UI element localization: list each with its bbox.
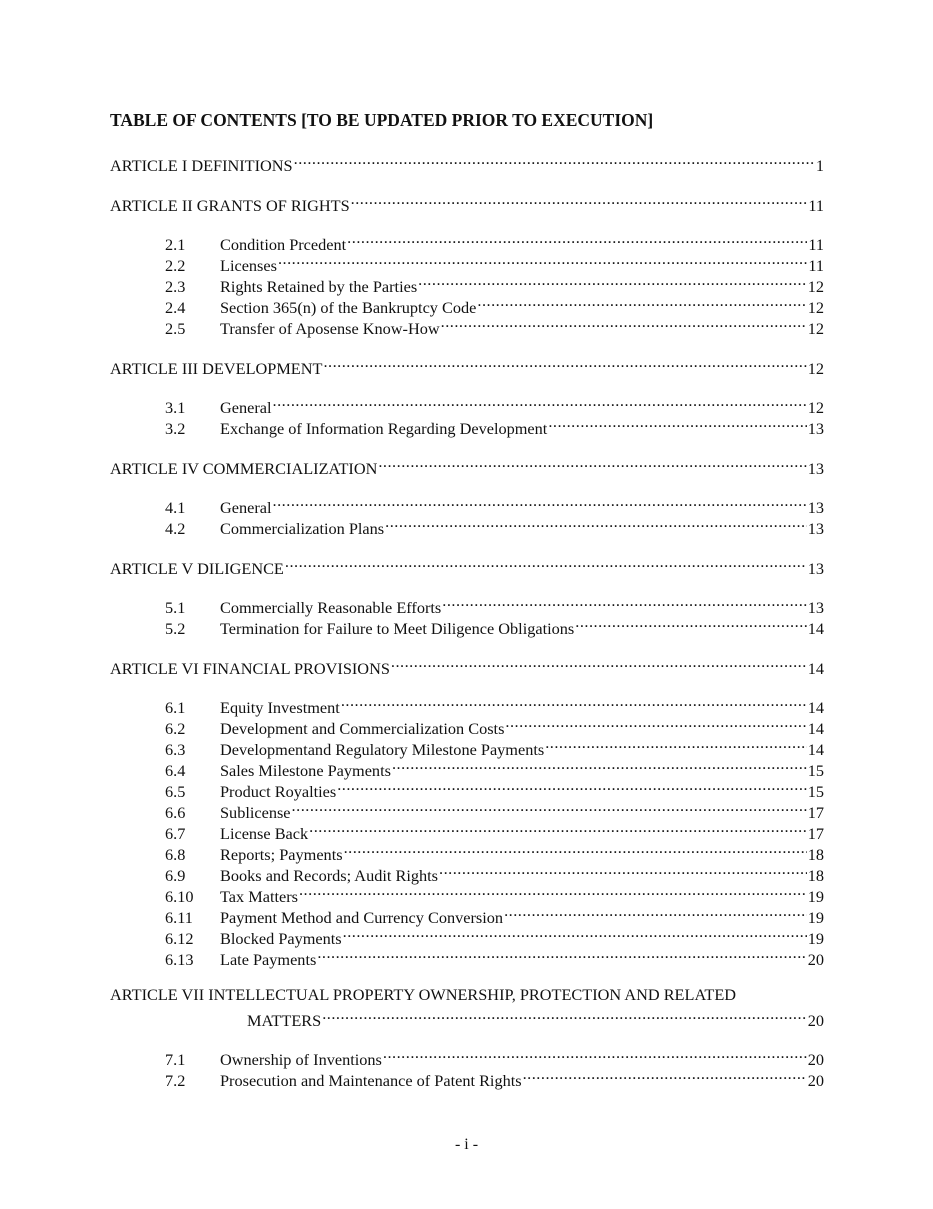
section-page-number: 14	[807, 740, 824, 759]
dot-leader	[285, 553, 807, 574]
section-number: 2.1	[165, 235, 186, 254]
section-page-number: 15	[807, 761, 824, 780]
section-number: 2.3	[165, 277, 186, 296]
section-page-number: 17	[807, 803, 824, 822]
toc-section-entry[interactable]	[110, 492, 824, 517]
toc-article-entry-continued[interactable]	[110, 1005, 824, 1030]
section-page-number: 12	[807, 298, 824, 317]
dot-leader	[504, 902, 807, 923]
section-page-number: 14	[807, 619, 824, 638]
toc-article-entry[interactable]	[110, 453, 824, 478]
dot-leader	[299, 881, 807, 902]
section-label: General	[220, 498, 272, 517]
toc-article-entry[interactable]	[110, 553, 824, 578]
section-number: 6.12	[165, 929, 194, 948]
section-page-number: 13	[807, 519, 824, 538]
section-label: Late Payments	[220, 950, 317, 969]
section-page-number: 13	[807, 498, 824, 517]
dot-leader	[292, 797, 807, 818]
article-label-continued: MATTERS	[247, 1011, 322, 1030]
section-label: Blocked Payments	[220, 929, 342, 948]
section-label: Sales Milestone Payments	[220, 761, 391, 780]
section-label: Licenses	[220, 256, 277, 275]
section-page-number: 18	[807, 845, 824, 864]
article-label: ARTICLE V DILIGENCE	[110, 559, 284, 578]
section-number: 6.1	[165, 698, 186, 717]
article-page-number: 14	[807, 659, 824, 678]
section-number: 2.5	[165, 319, 186, 338]
dot-leader	[418, 271, 807, 292]
dot-leader	[505, 713, 806, 734]
article-label: ARTICLE I DEFINITIONS	[110, 156, 293, 175]
dot-leader	[442, 592, 806, 613]
section-page-number: 20	[807, 1071, 824, 1090]
section-number: 2.4	[165, 298, 186, 317]
dot-leader	[477, 292, 806, 313]
section-number: 6.11	[165, 908, 193, 927]
section-number: 2.2	[165, 256, 186, 275]
dot-leader	[441, 313, 807, 334]
section-label: Sublicense	[220, 803, 291, 822]
dot-leader	[344, 839, 807, 860]
section-page-number: 14	[807, 719, 824, 738]
toc-section-entry[interactable]	[110, 392, 824, 417]
toc-article-entry[interactable]	[110, 653, 824, 678]
dot-leader	[383, 1044, 807, 1065]
article-label: ARTICLE VII INTELLECTUAL PROPERTY OWNERSHIP, PROTECTION AND RELATED	[110, 985, 737, 1004]
article-page-number: 1	[815, 156, 824, 175]
section-number: 6.7	[165, 824, 186, 843]
section-label: General	[220, 398, 272, 417]
section-label: Rights Retained by the Parties	[220, 277, 418, 296]
dot-leader	[322, 1005, 807, 1026]
section-page-number: 19	[807, 887, 824, 906]
section-page-number: 19	[807, 908, 824, 927]
section-label: Books and Records; Audit Rights	[220, 866, 438, 885]
dot-leader	[343, 923, 807, 944]
section-page-number: 19	[807, 929, 824, 948]
section-number: 6.4	[165, 761, 186, 780]
section-page-number: 12	[807, 398, 824, 417]
section-label: Section 365(n) of the Bankruptcy Code	[220, 298, 477, 317]
dot-leader	[341, 692, 807, 713]
dot-leader	[385, 513, 807, 534]
dot-leader	[273, 492, 807, 513]
section-label: Payment Method and Currency Conversion	[220, 908, 504, 927]
section-label: Reports; Payments	[220, 845, 343, 864]
section-page-number: 11	[808, 235, 824, 254]
article-page-number: 13	[807, 559, 824, 578]
article-label: ARTICLE III DEVELOPMENT	[110, 359, 323, 378]
article-page-number: 20	[807, 1011, 824, 1030]
toc-article-entry[interactable]	[110, 353, 824, 378]
section-page-number: 12	[807, 319, 824, 338]
page-number-footer: - i -	[454, 1136, 479, 1153]
section-label: Development and Commercialization Costs	[220, 719, 505, 738]
section-label: Termination for Failure to Meet Diligence Obligations	[220, 619, 575, 638]
section-label: License Back	[220, 824, 309, 843]
dot-leader	[337, 776, 807, 797]
article-label: ARTICLE VI FINANCIAL PROVISIONS	[110, 659, 390, 678]
section-number: 3.2	[165, 419, 186, 438]
section-number: 6.5	[165, 782, 186, 801]
section-number: 3.1	[165, 398, 186, 417]
section-label: Developmentand Regulatory Milestone Payments	[220, 740, 545, 759]
article-page-number: 13	[807, 459, 824, 478]
dot-leader	[317, 944, 806, 965]
toc-article-entry[interactable]	[110, 150, 824, 175]
dot-leader	[351, 190, 808, 211]
section-page-number: 18	[807, 866, 824, 885]
dot-leader	[378, 453, 806, 474]
dot-leader	[523, 1065, 807, 1086]
article-label: ARTICLE IV COMMERCIALIZATION	[110, 459, 378, 478]
section-number: 6.13	[165, 950, 194, 969]
article-page-number: 11	[808, 196, 824, 215]
section-number: 6.3	[165, 740, 186, 759]
dot-leader	[548, 413, 806, 434]
dot-leader	[323, 353, 806, 374]
dot-leader	[439, 860, 807, 881]
section-label: Ownership of Inventions	[220, 1050, 382, 1069]
section-page-number: 13	[807, 598, 824, 617]
toc-title: TABLE OF CONTENTS [TO BE UPDATED PRIOR TO EXECUTION]	[110, 110, 654, 130]
section-label: Tax Matters	[220, 887, 298, 906]
section-page-number: 20	[807, 950, 824, 969]
section-label: Condition Prcedent	[220, 235, 347, 254]
section-number: 6.10	[165, 887, 194, 906]
section-number: 7.2	[165, 1071, 186, 1090]
section-number: 4.1	[165, 498, 186, 517]
dot-leader	[392, 755, 807, 776]
section-page-number: 14	[807, 698, 824, 717]
toc-section-entry[interactable]	[110, 229, 824, 254]
section-number: 6.2	[165, 719, 186, 738]
article-page-number: 12	[807, 359, 824, 378]
article-label: ARTICLE II GRANTS OF RIGHTS	[110, 196, 350, 215]
table-of-contents	[110, 150, 824, 1090]
section-page-number: 13	[807, 419, 824, 438]
section-page-number: 15	[807, 782, 824, 801]
dot-leader	[391, 653, 807, 674]
section-label: Prosecution and Maintenance of Patent Rights	[220, 1071, 522, 1090]
section-page-number: 11	[808, 256, 824, 275]
toc-section-entry[interactable]	[110, 592, 824, 617]
section-number: 7.1	[165, 1050, 186, 1069]
section-number: 4.2	[165, 519, 186, 538]
dot-leader	[309, 818, 807, 839]
section-number: 6.6	[165, 803, 186, 822]
toc-section-entry[interactable]	[110, 692, 824, 717]
section-number: 5.2	[165, 619, 186, 638]
section-page-number: 12	[807, 277, 824, 296]
section-number: 5.1	[165, 598, 186, 617]
section-number: 6.9	[165, 866, 186, 885]
dot-leader	[545, 734, 807, 755]
toc-section-entry[interactable]	[110, 1044, 824, 1069]
dot-leader	[278, 250, 807, 271]
section-page-number: 20	[807, 1050, 824, 1069]
dot-leader	[347, 229, 807, 250]
section-label: Equity Investment	[220, 698, 340, 717]
section-label: Exchange of Information Regarding Development	[220, 419, 548, 438]
section-label: Product Royalties	[220, 782, 337, 801]
section-number: 6.8	[165, 845, 186, 864]
section-label: Transfer of Aposense Know-How	[220, 319, 440, 338]
toc-article-entry[interactable]	[110, 984, 824, 1005]
section-label: Commercialization Plans	[220, 519, 385, 538]
dot-leader	[273, 392, 807, 413]
dot-leader	[294, 150, 815, 171]
section-label: Commercially Reasonable Efforts	[220, 598, 442, 617]
section-page-number: 17	[807, 824, 824, 843]
toc-article-entry[interactable]	[110, 190, 824, 215]
dot-leader	[575, 613, 806, 634]
